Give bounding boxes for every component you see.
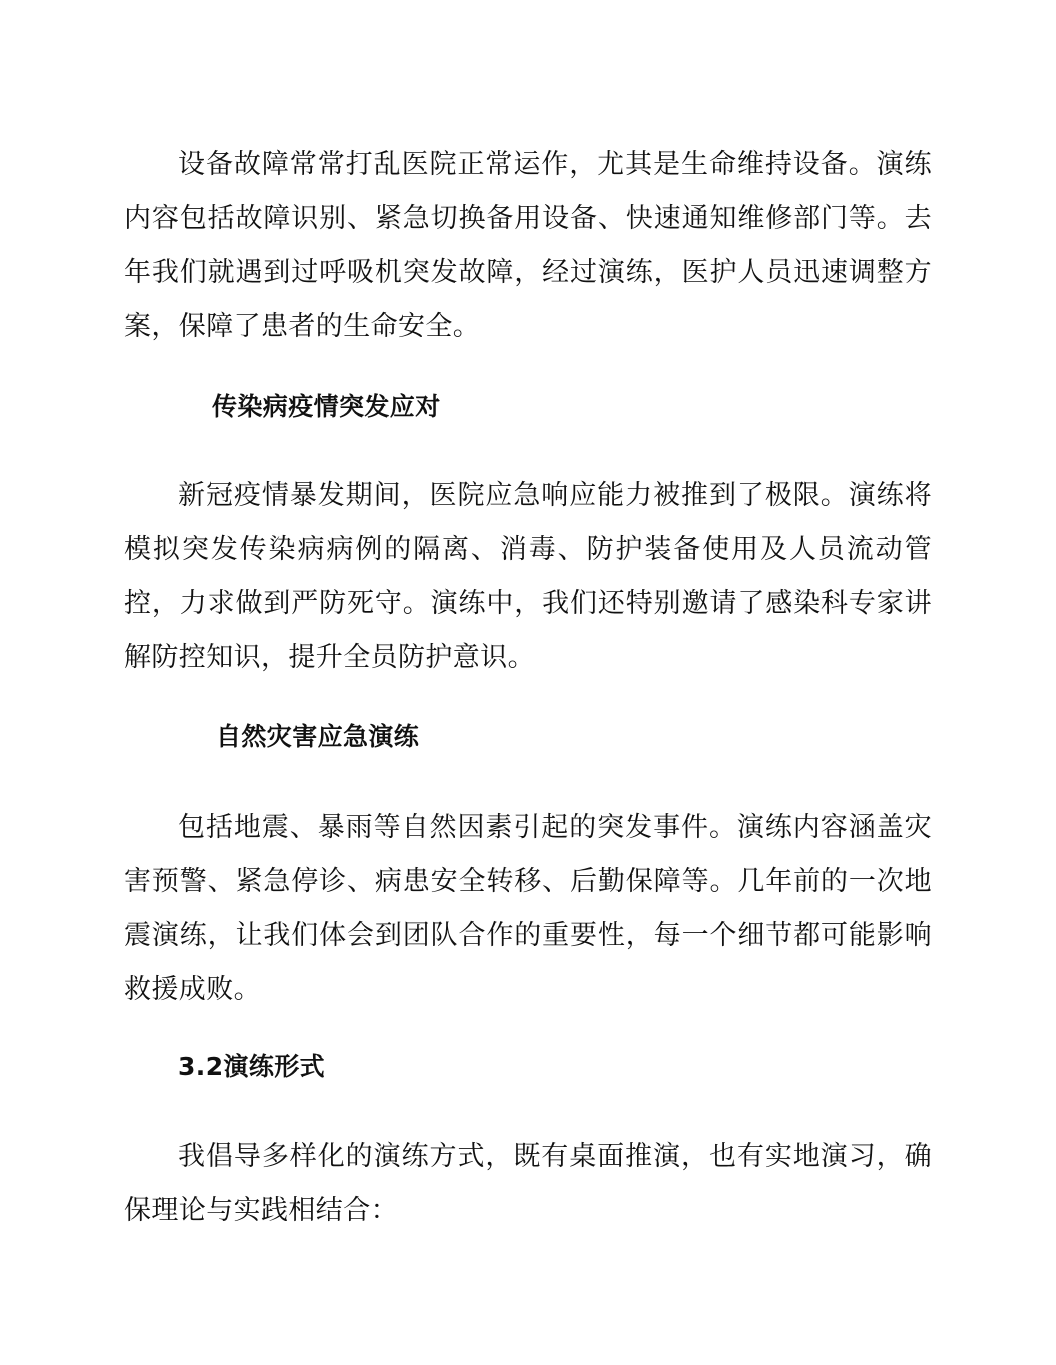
heading-natural-disaster: 自然灾害应急演练 bbox=[216, 722, 420, 751]
heading-drill-format: 3.2演练形式 bbox=[178, 1052, 326, 1081]
paragraph-natural-disaster: 包括地震、暴雨等自然因素引起的突发事件。演练内容涵盖灾害预警、紧急停诊、病患安全转移、后勤保障等。几年前的一次地震演练，让我们体会到团队合作的重要性，每一个细节都可能影响救援成败。 bbox=[124, 812, 932, 1005]
heading-infectious-disease: 传染病疫情突发应对 bbox=[212, 392, 441, 421]
paragraph-equipment-failure: 设备故障常常打乱医院正常运作，尤其是生命维持设备。演练内容包括故障识别、紧急切换备用设备、快速通知维修部门等。去年我们就遇到过呼吸机突发故障，经过演练，医护人员迅速调整方案，保障了患者的生命安全。 bbox=[124, 149, 932, 342]
paragraph-infectious-disease: 新冠疫情暴发期间，医院应急响应能力被推到了极限。演练将模拟突发传染病病例的隔离、消毒、防护装备使用及人员流动管控，力求做到严防死守。演练中，我们还特别邀请了感染科专家讲解防控知识，提升全员防护意识。 bbox=[124, 480, 932, 673]
paragraph-drill-format: 我倡导多样化的演练方式，既有桌面推演，也有实地演习，确保理论与实践相结合： bbox=[124, 1141, 932, 1226]
